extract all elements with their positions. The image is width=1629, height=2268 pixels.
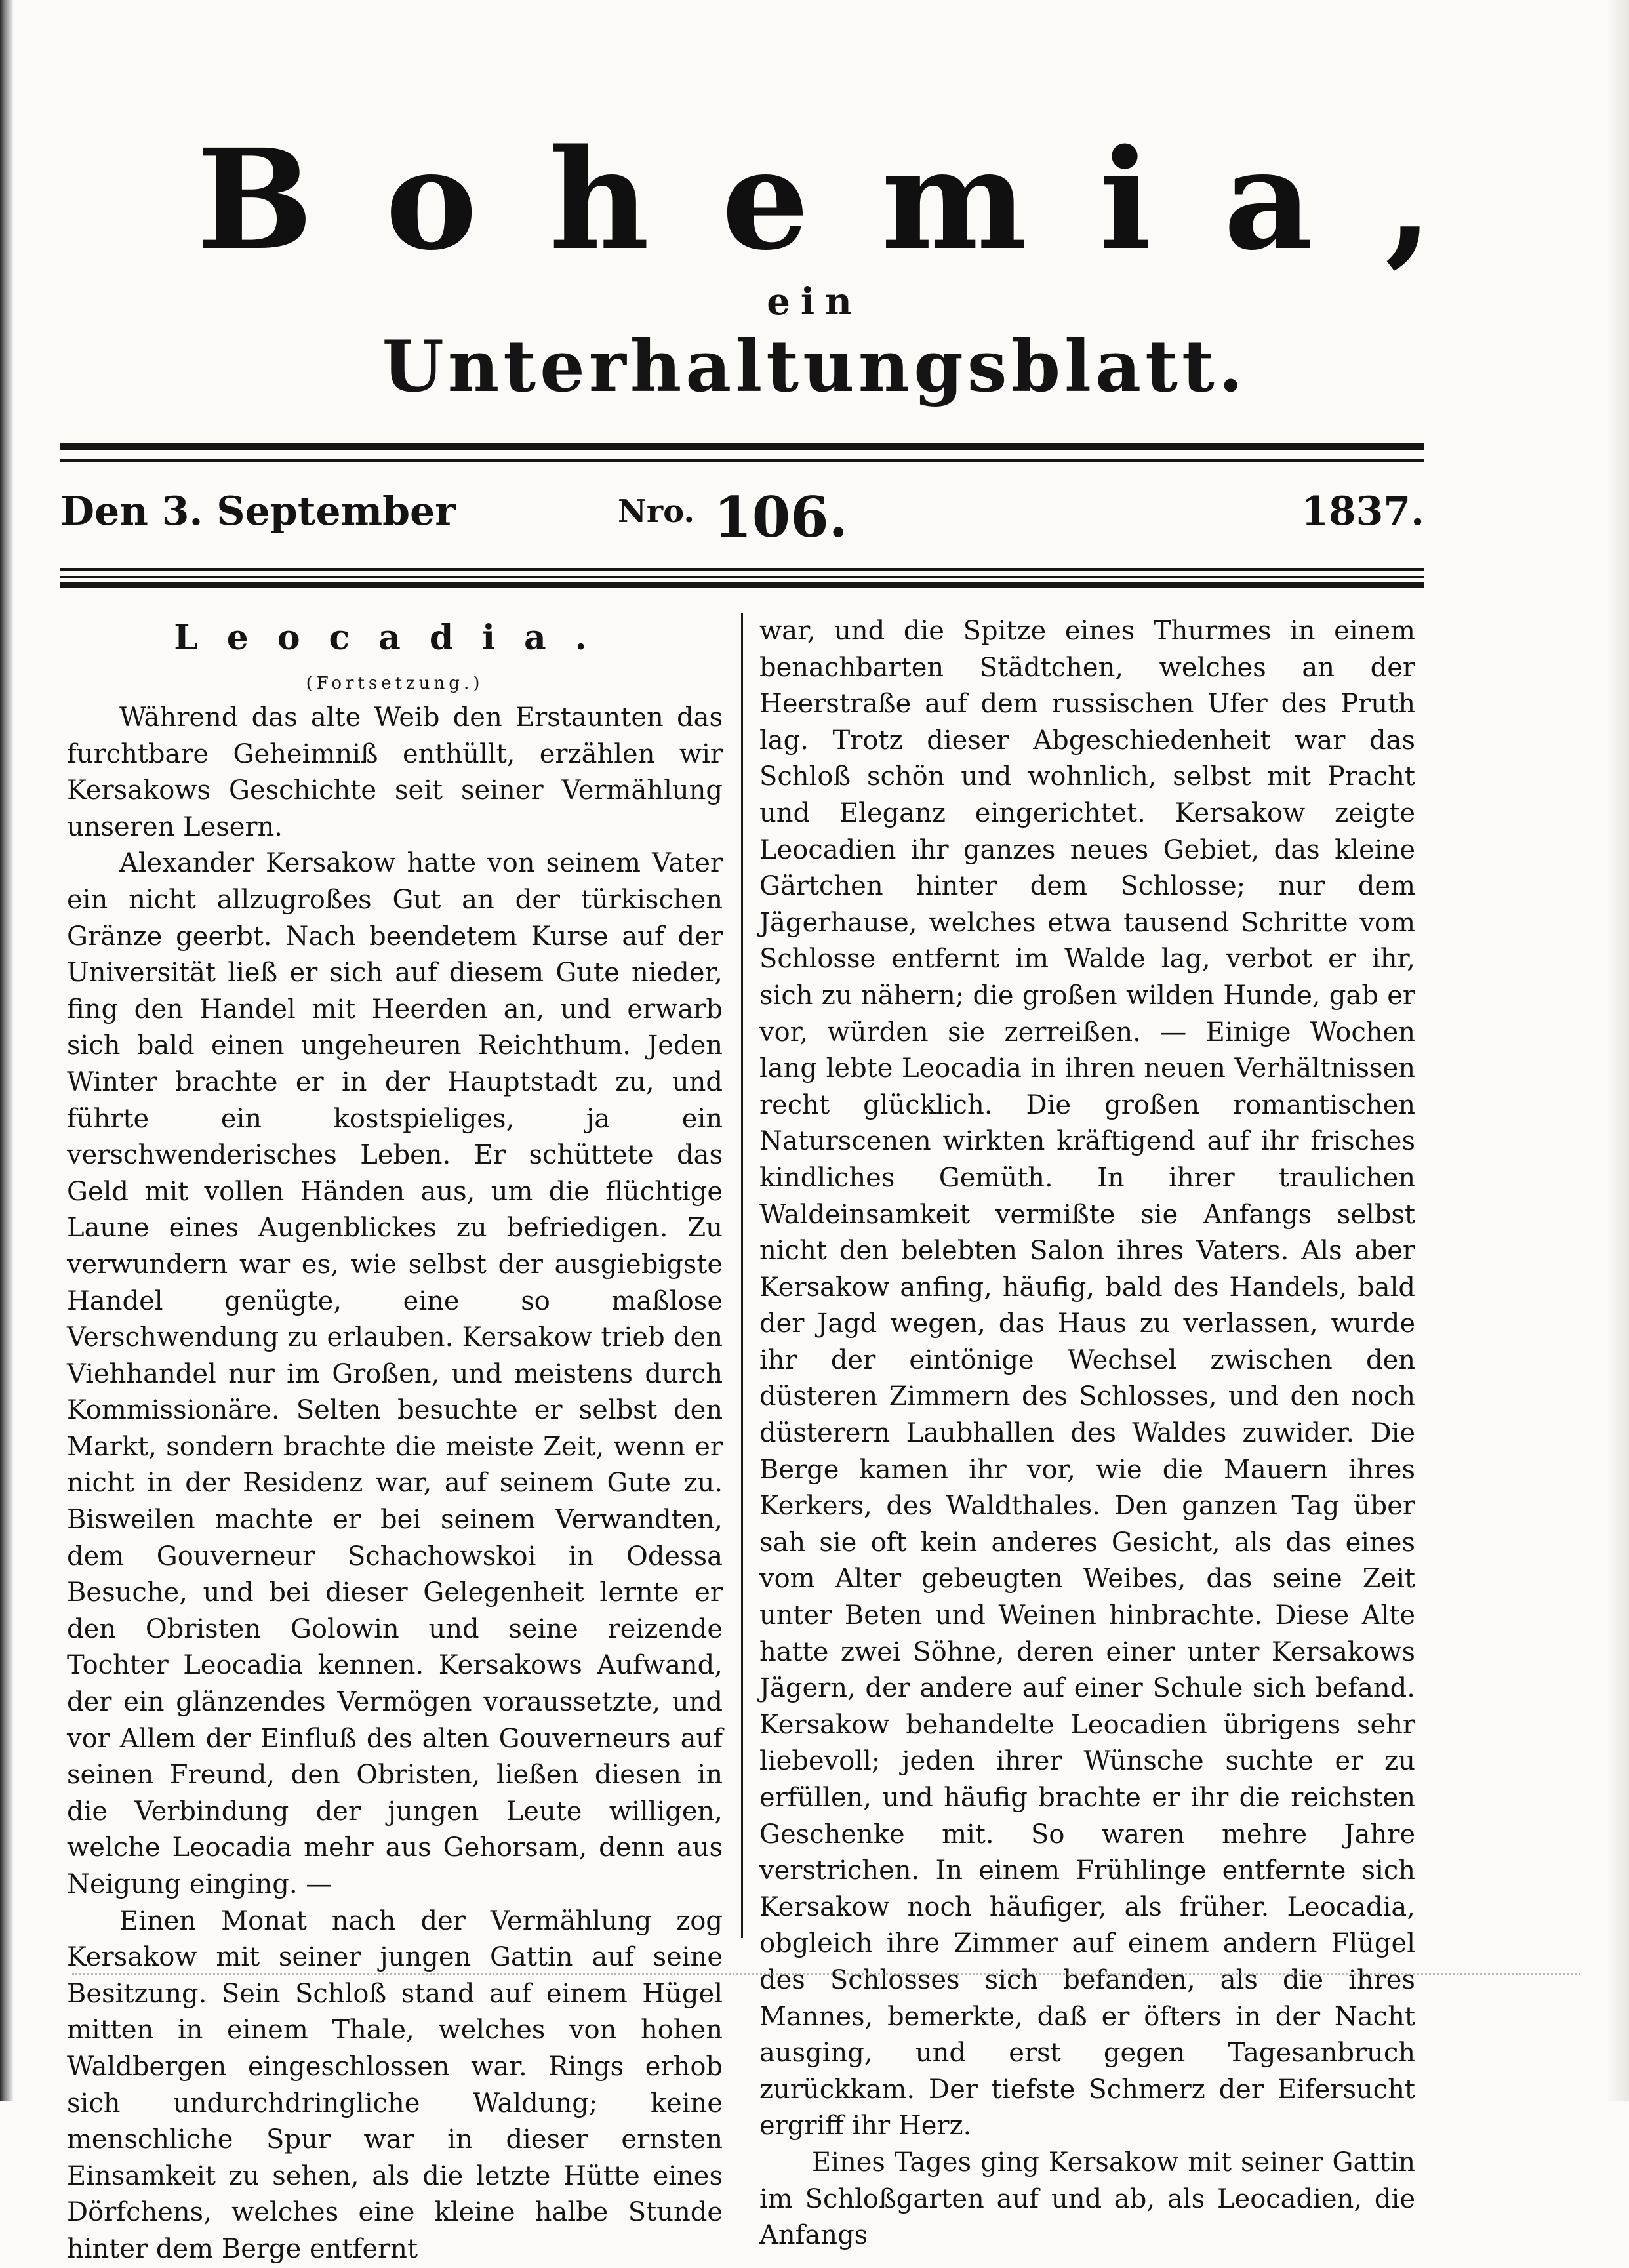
story-title: Leocadia. — [174, 618, 616, 658]
masthead-title: Bohemia, — [197, 119, 1506, 281]
issue-year: 1837. — [1301, 489, 1424, 535]
paragraph: Einen Monat nach der Vermählung zog Kersakow mit seiner jungen Gattin auf seine Besitzung. Sein Schloß stand auf einem Hügel mitten in einem Thale, welches von hohen Waldbergen eingeschlossen war. Rings erhob sich undurchdringliche Waldung; keine menschliche Spur war in dieser ernsten Einsamkeit zu sehen, als die letzte Hütte eines Dörfchens, welches eine kleine halbe Stunde hinter dem Berge entfernt — [67, 1905, 723, 2264]
masthead-rule-thin — [60, 459, 1424, 462]
masthead-rule-thick — [60, 443, 1424, 450]
masthead-subtitle: Unterhaltungsblatt. — [382, 325, 1247, 408]
issue-number-value: 106. — [714, 485, 848, 550]
paragraph: war, und die Spitze eines Thurmes in einem benachbarten Städtchen, welches an der Heerstraße auf dem russischen Ufer des Pruth lag. Trotz dieser Abgeschiedenheit war das Schloß schön und wohnlich, selbst mit Pracht und Eleganz eingerichtet. Kersakow zeigte Leocadien ihr ganzes neues Gebiet, das kleine Gärtchen hinter dem Schlosse; nur dem Jägerhause, welches etwa tausend Schritte vom Schlosse entfernt im Walde lag, verbot er ihr, sich zu nähern; die großen wilden Hunde, gab er vor, würden sie zerreißen. — Einige Wochen lang lebte Leocadia in ihren neuen Verhältnissen recht glücklich. Die großen romantischen Naturscenen wirkten kräftigend auf ihr frisches kindliches Gemüth. In ihrer traulichen Waldeinsamkeit vermißte sie Anfangs selbst nicht den belebten Salon ihres Vaters. Als aber Kersakow anfing, häufig, bald des Handels, bald der Jagd wegen, das Haus zu verlassen, wurde ihr der eintönige Wechsel zwischen den düsteren Zimmern des Schlosses, und den noch düsterern Laubhallen des Waldes zuwider. Die Berge kamen ihr vor, wie die Mauern ihres Kerkers, des Waldthales. Den ganzen Tag über sah sie oft kein anderes Gesicht, als das eines vom Alter gebeugten Weibes, das seine Zeit unter Beten und Weinen hinbrachte. Diese Alte hatte zwei Söhne, deren einer unter Kersakows Jägern, der andere auf einer Schule sich befand. Kersakow behandelte Leocadien übrigens sehr liebevoll; jeden ihrer Wünsche suchte er zu erfüllen, und häufig brachte er ihr die reichsten Geschenke mit. So waren mehre Jahre verstrichen. In einem Frühlinge entfernte sich Kersakow noch häufiger, als früher. Leocadia, obgleich ihre Zimmer auf einem andern Flügel des Schlosses sich befanden, als die ihres Mannes, bemerkte, daß er öfters in der Nacht ausging, und erst gegen Tagesanbruch zurückkam. Der tiefste Schmerz der Eifersucht ergriff ihr Herz. — [759, 616, 1415, 2141]
column-left — [67, 613, 723, 2268]
masthead-ein: ein — [767, 280, 862, 323]
issue-date: Den 3. September — [60, 489, 456, 535]
issue-line — [60, 485, 1424, 550]
story-continuation-note: (Fortsetzung.) — [306, 674, 484, 693]
dateline-rule-thin-2 — [60, 576, 1424, 578]
issue-number-prefix: Nro. — [618, 493, 695, 530]
bottom-print-artifact — [72, 1973, 1580, 1980]
dateline-rule-thin — [60, 568, 1424, 571]
column-divider — [741, 613, 743, 1938]
paragraph: Eines Tages ging Kersakow mit seiner Gattin im Schloßgarten auf und ab, als Leocadien, die Anfangs — [759, 2147, 1415, 2251]
paragraph: Alexander Kersakow hatte von seinem Vater ein nicht allzugroßes Gut an der türkischen Gränze geerbt. Nach beendetem Kurse auf der Universität ließ er sich auf diesem Gute nieder, fing den Handel mit Heerden an, und erwarb sich bald einen ungeheuren Reichthum. Jeden Winter brachte er in der Hauptstadt zu, und führte ein kostspieliges, ja ein verschwenderisches Leben. Er schüttete das Geld mit vollen Händen aus, um die flüchtige Laune eines Augenblickes zu befriedigen. Zu verwundern war es, wie selbst der ausgiebigste Handel genügte, eine so maßlose Verschwendung zu erlauben. Kersakow trieb den Viehhandel nur im Großen, und meistens durch Kommissionäre. Selten besuchte er selbst den Markt, sondern brachte die meiste Zeit, wenn er nicht in der Residenz war, auf seinem Gute zu. Bisweilen machte er bei seinem Verwandten, dem Gouverneur Schachowskoi in Odessa Besuche, und bei dieser Gelegenheit lernte er den Obristen Golowin und seine reizende Tochter Leocadia kennen. Kersakows Aufwand, der ein glänzendes Vermögen voraussetzte, und vor Allem der Einfluß des alten Gouverneurs auf seinen Freund, den Obristen, ließen diesen in die Verbindung der jungen Leute willigen, welche Leocadia mehr aus Gehorsam, denn aus Neigung einging. — — [67, 848, 723, 1899]
column-right — [759, 613, 1415, 2254]
paragraph: Während das alte Weib den Erstaunten das furchtbare Geheimniß enthüllt, erzählen wir Kersakows Geschichte seit seiner Vermählung unseren Lesern. — [67, 702, 723, 842]
dateline-rule-thick — [60, 582, 1424, 588]
issue-number — [618, 480, 848, 549]
